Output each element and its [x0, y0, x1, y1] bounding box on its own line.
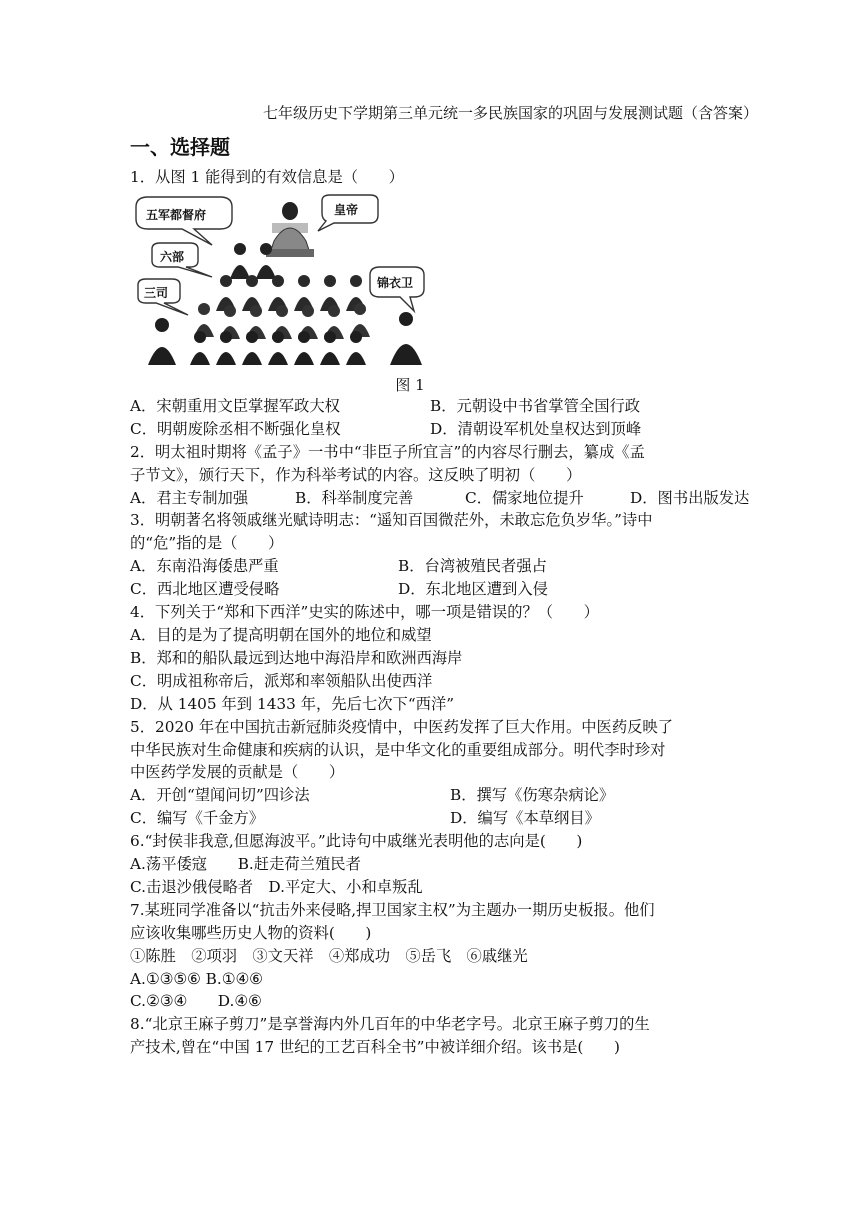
minister-figures-top [230, 243, 276, 279]
question-7-stem-line-1: 7.某班同学准备以“抗击外来侵略,捍卫国家主权”为主题办一期历史板报。他们 [130, 900, 655, 919]
option-4c[interactable]: C．明成祖称帝后，派郑和率领船队出使西洋 [130, 671, 433, 690]
option-2b[interactable]: B．科举制度完善 [295, 488, 414, 507]
option-3c[interactable]: C．西北地区遭受侵略 [130, 580, 280, 599]
label-three-offices: 三司 [144, 285, 169, 300]
option-3b[interactable]: B．台湾被殖民者强占 [398, 557, 547, 576]
question-8 [130, 1013, 740, 1059]
question-3-stem-line-1: 3．明朝著名将领戚继光赋诗明志：“遥知百国微茫外，未敢忘危负岁华。”诗中 [130, 511, 653, 530]
hierarchy-illustration [134, 193, 430, 369]
question-7-options-row-1[interactable]: A.①③⑤⑥ B.①④⑥ [130, 969, 263, 988]
bubble-three-offices [138, 279, 188, 315]
bubble-emperor [318, 195, 378, 231]
option-2a[interactable]: A．君主专制加强 [130, 488, 249, 507]
option-1a[interactable]: A．宋朝重用文臣掌握军政大权 [130, 396, 340, 415]
question-2 [130, 441, 750, 510]
question-4-stem: 4．下列关于“郑和下西洋”史实的陈述中，哪一项是错误的？（ ） [130, 603, 599, 622]
question-1-stem: 1．从图 1 能得到的有效信息是（ ） [130, 168, 404, 186]
question-7-choices-list: ①陈胜 ②项羽 ③文天祥 ④郑成功 ⑤岳飞 ⑥戚继光 [130, 946, 528, 965]
document-page [130, 102, 758, 1059]
option-3a[interactable]: A．东南沿海倭患严重 [130, 557, 279, 576]
question-7 [130, 899, 740, 1014]
question-7-options-row-2[interactable]: C.②③④ D.④⑥ [130, 992, 262, 1011]
question-3-options [130, 555, 740, 601]
document-title: 七年级历史下学期第三单元统一多民族国家的巩固与发展测试题（含答案） [262, 104, 758, 122]
option-4d[interactable]: D．从 1405 年到 1433 年，先后七次下“西洋” [130, 694, 455, 713]
question-7-stem-line-2: 应该收集哪些历史人物的资料( ) [130, 923, 372, 942]
question-4 [130, 601, 740, 716]
bubble-six-ministries [152, 243, 212, 277]
question-2-stem-line-1: 2．明太祖时期将《孟子》一书中“非臣子所宜言”的内容尽行删去，纂成《孟 [130, 442, 645, 461]
option-3d[interactable]: D．东北地区遭到入侵 [398, 580, 548, 599]
question-8-stem-line-1: 8.“北京王麻子剪刀”是享誉海内外几百年的中华老字号。北京王麻子剪刀的生 [130, 1015, 650, 1034]
question-3 [130, 509, 740, 601]
bubble-imperial-guard [370, 267, 424, 311]
option-2c[interactable]: C．儒家地位提升 [465, 488, 584, 507]
question-5-stem-line-2: 中华民族对生命健康和疾病的认识，是中华文化的重要组成部分。明代李时珍对 [130, 740, 666, 759]
question-6-stem: 6.“封侯非我意,但愿海波平。”此诗句中戚继光表明他的志向是( ) [130, 832, 583, 851]
question-5-options [130, 784, 740, 830]
option-5b[interactable]: B．撰写《伤寒杂病论》 [450, 786, 615, 805]
section-heading: 一、选择题 [130, 135, 230, 159]
bubble-wujun [136, 197, 232, 245]
question-5-stem-line-1: 5．2020 年在中国抗击新冠肺炎疫情中，中医药发挥了巨大作用。中医药反映了 [130, 717, 674, 736]
option-1c[interactable]: C．明朝废除丞相不断强化皇权 [130, 419, 341, 438]
question-6 [130, 830, 740, 899]
question-2-options [130, 487, 750, 510]
option-1d[interactable]: D．清朝设军机处皇权达到顶峰 [430, 419, 642, 438]
ministry-row [216, 275, 366, 311]
option-4a[interactable]: A．目的是为了提高明朝在国外的地位和威望 [130, 625, 432, 644]
figure-1 [134, 193, 430, 369]
label-six-ministries: 六部 [160, 249, 185, 264]
question-3-stem-line-2: 的“危”指的是（ ） [130, 534, 284, 553]
option-5a[interactable]: A．开创“望闻问切”四诊法 [130, 786, 310, 805]
question-5 [130, 716, 740, 831]
question-1-options [130, 395, 740, 441]
label-emperor: 皇帝 [334, 202, 359, 217]
label-imperial-guard: 锦衣卫 [377, 275, 414, 290]
question-1 [130, 166, 740, 441]
option-1b[interactable]: B．元朝设中书省掌管全国行政 [430, 396, 641, 415]
option-5c[interactable]: C．编写《千金方》 [130, 809, 265, 828]
option-4b[interactable]: B．郑和的船队最远到达地中海沿岸和欧洲西海岸 [130, 648, 463, 667]
option-5d[interactable]: D．编写《本草纲目》 [450, 809, 600, 828]
question-2-stem-line-2: 子节文》，颁行天下，作为科举考试的内容。这反映了明初（ ） [130, 465, 582, 484]
emperor-figure [266, 202, 314, 257]
question-8-stem-line-2: 产技术,曾在“中国 17 世纪的工艺百科全书”中被详细介绍。该书是( ) [130, 1038, 620, 1057]
question-5-stem-line-3: 中医药学发展的贡献是（ ） [130, 763, 345, 782]
question-6-options-row-1[interactable]: A.荡平倭寇 B.赶走荷兰殖民者 [130, 855, 361, 874]
option-2d[interactable]: D．图书出版发达 [630, 488, 750, 507]
question-6-options-row-2[interactable]: C.击退沙俄侵略者 D.平定大、小和卓叛乱 [130, 877, 423, 896]
label-wujun-dudufu: 五军都督府 [146, 207, 207, 222]
figure-caption: 图 1 [395, 375, 425, 394]
